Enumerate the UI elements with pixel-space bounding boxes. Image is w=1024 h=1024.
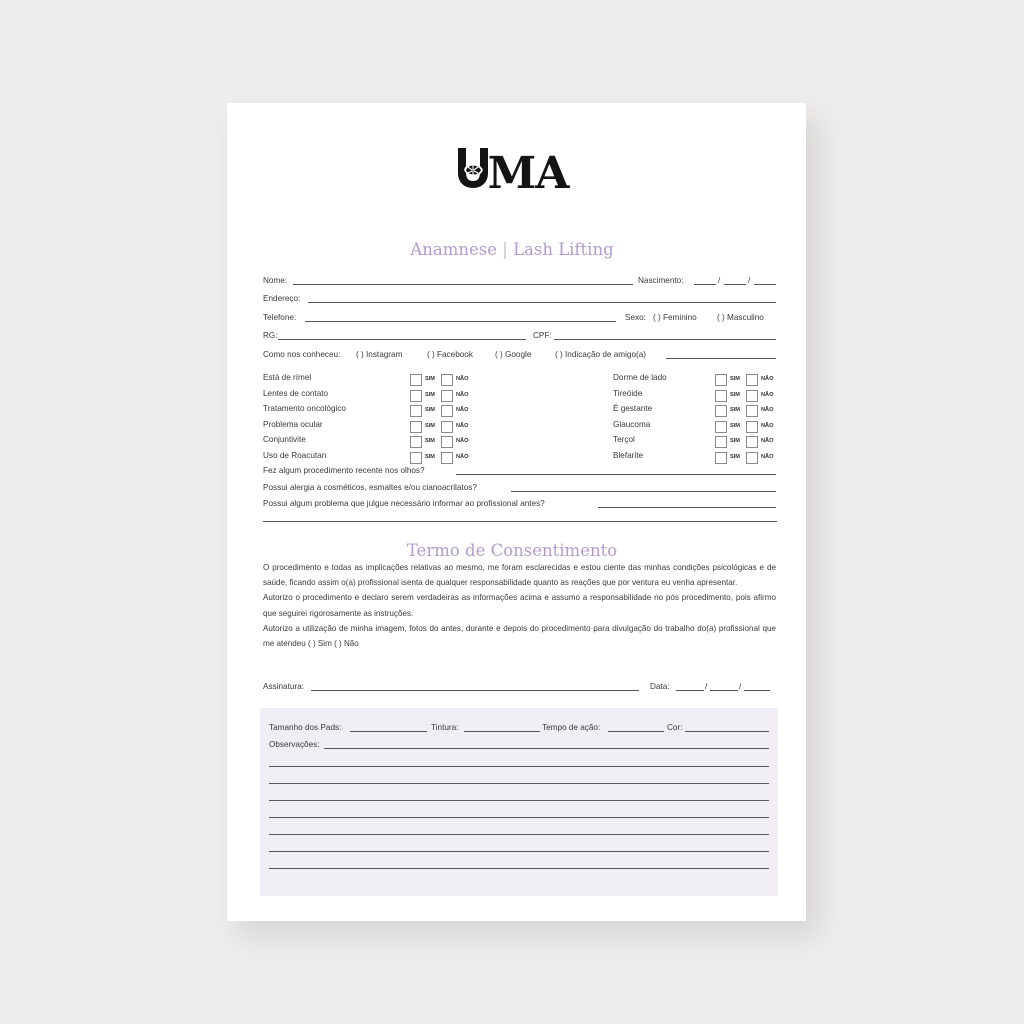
checkbox-nao[interactable]	[441, 436, 453, 448]
input-cor[interactable]	[685, 731, 769, 732]
input-tempo[interactable]	[608, 731, 664, 732]
date-sep: /	[748, 276, 751, 285]
label-data: Data:	[650, 682, 670, 691]
option-google[interactable]: ( ) Google	[495, 350, 532, 359]
checklist-label: Uso de Roacutan	[263, 451, 327, 460]
input-rg[interactable]	[278, 339, 526, 340]
option-feminino[interactable]: ( ) Feminino	[653, 313, 697, 322]
input-date-month[interactable]	[710, 690, 738, 691]
input-birth-year[interactable]	[754, 284, 776, 285]
date-sep: /	[739, 682, 742, 691]
input-nome[interactable]	[293, 284, 633, 285]
label-cpf: CPF:	[533, 331, 552, 340]
title-separator: |	[502, 240, 508, 259]
checklist-label: Está de rímel	[263, 373, 312, 382]
checkbox-sim-label: SIM	[425, 392, 435, 398]
input-tintura[interactable]	[464, 731, 540, 732]
observation-line[interactable]	[269, 834, 769, 835]
checkbox-sim[interactable]	[715, 452, 727, 464]
question-label: Possui algum problema que julgue necessário informar ao profissional antes?	[263, 499, 545, 508]
input-telefone[interactable]	[305, 321, 616, 322]
checkbox-nao[interactable]	[441, 452, 453, 464]
input-date-year[interactable]	[744, 690, 770, 691]
checklist-label: Glaucoma	[613, 420, 651, 429]
consent-title: Termo de Consentimento	[406, 541, 618, 560]
checkbox-nao-label: NÃO	[456, 407, 469, 413]
checkbox-nao[interactable]	[746, 405, 758, 417]
checkbox-nao[interactable]	[746, 452, 758, 464]
checkbox-sim[interactable]	[410, 405, 422, 417]
checkbox-nao[interactable]	[746, 374, 758, 386]
checklist-label: Problema ocular	[263, 420, 323, 429]
checkbox-sim[interactable]	[715, 436, 727, 448]
checkbox-sim[interactable]	[410, 452, 422, 464]
observation-line[interactable]	[269, 817, 769, 818]
monstera-leaf-icon	[456, 148, 490, 188]
option-masculino[interactable]: ( ) Masculino	[717, 313, 764, 322]
label-sexo: Sexo:	[625, 313, 646, 322]
checklist-label: Lentes de contato	[263, 389, 329, 398]
input-birth-day[interactable]	[694, 284, 716, 285]
checkbox-sim-label: SIM	[730, 454, 740, 460]
checklist-label: Conjuntivite	[263, 435, 306, 444]
input-birth-month[interactable]	[724, 284, 746, 285]
checkbox-nao-label: NÃO	[761, 438, 774, 444]
observation-line[interactable]	[269, 783, 769, 784]
label-rg: RG:	[263, 331, 278, 340]
consent-paragraph: Autorizo o procedimento e declaro serem verdadeiras as informações acima e assumo a responsabilidade no pós procedimento, pois afirmo que seguirei rigorosamente as instruções.	[263, 593, 776, 618]
checkbox-sim[interactable]	[715, 390, 727, 402]
option-indicacao[interactable]: ( ) Indicação de amigo(a)	[555, 350, 647, 359]
checkbox-sim[interactable]	[410, 374, 422, 386]
question-label: Possui alergia a cosméticos, esmaltes e/ou cianoacrilatos?	[263, 483, 477, 492]
checkbox-sim[interactable]	[410, 421, 422, 433]
observation-line[interactable]	[269, 766, 769, 767]
title-prefix: Anamnese	[410, 240, 497, 259]
brand-logo	[0, 148, 1024, 199]
checkbox-sim-label: SIM	[425, 438, 435, 444]
checkbox-nao-label: NÃO	[456, 454, 469, 460]
observation-line[interactable]	[269, 851, 769, 852]
observation-line[interactable]	[269, 800, 769, 801]
checkbox-sim-label: SIM	[425, 423, 435, 429]
checkbox-sim[interactable]	[410, 390, 422, 402]
label-endereco: Endereço:	[263, 294, 301, 303]
checkbox-sim[interactable]	[715, 421, 727, 433]
question-label: Fez algum procedimento recente nos olhos?	[263, 466, 425, 475]
checklist-label: Tratamento oncológico	[263, 404, 346, 413]
checkbox-sim-label: SIM	[730, 392, 740, 398]
label-observacoes: Observações:	[269, 740, 320, 749]
checkbox-nao-label: NÃO	[761, 392, 774, 398]
checkbox-nao[interactable]	[746, 390, 758, 402]
checkbox-sim-label: SIM	[730, 438, 740, 444]
consent-text	[263, 560, 776, 651]
observation-line[interactable]	[269, 868, 769, 869]
checklist-label: Dorme de lado	[613, 373, 667, 382]
option-facebook[interactable]: ( ) Facebook	[427, 350, 473, 359]
label-nascimento: Nascimento:	[638, 276, 684, 285]
input-observacoes[interactable]	[324, 748, 769, 749]
title-suffix: Lash Lifting	[513, 240, 614, 259]
option-instagram[interactable]: ( ) Instagram	[356, 350, 403, 359]
checklist-label: Tireóide	[613, 389, 643, 398]
label-pads: Tamanho dos Pads:	[269, 723, 342, 732]
checkbox-sim-label: SIM	[425, 407, 435, 413]
input-date-day[interactable]	[676, 690, 704, 691]
checkbox-nao-label: NÃO	[456, 376, 469, 382]
input-indicacao[interactable]	[666, 358, 776, 359]
answer-line[interactable]	[263, 521, 777, 522]
checkbox-nao[interactable]	[441, 390, 453, 402]
checkbox-nao-label: NÃO	[761, 423, 774, 429]
label-nome: Nome:	[263, 276, 288, 285]
checkbox-nao-label: NÃO	[761, 454, 774, 460]
checkbox-nao[interactable]	[441, 405, 453, 417]
checkbox-sim-label: SIM	[730, 423, 740, 429]
checkbox-nao[interactable]	[746, 436, 758, 448]
checkbox-nao-label: NÃO	[456, 392, 469, 398]
checkbox-sim-label: SIM	[425, 376, 435, 382]
checkbox-sim-label: SIM	[730, 376, 740, 382]
checkbox-sim-label: SIM	[730, 407, 740, 413]
answer-line[interactable]	[598, 507, 776, 508]
checkbox-sim[interactable]	[410, 436, 422, 448]
consent-paragraph: O procedimento e todas as implicações relativas ao mesmo, me foram esclarecidas e estou ciente das minhas condições psicológicas e de saúde, ficando assim o(a) profissional isenta de qualquer responsabilidade quanto as reações que por ventura eu venha apresentar.	[263, 563, 776, 588]
date-sep: /	[718, 276, 721, 285]
checklist-label: Terçol	[613, 435, 635, 444]
input-pads[interactable]	[350, 731, 427, 732]
label-como-conheceu: Como nos conheceu:	[263, 350, 341, 359]
checkbox-sim-label: SIM	[425, 454, 435, 460]
checkbox-sim[interactable]	[715, 405, 727, 417]
consent-paragraph: Autorizo a utilização de minha imagem, fotos do antes, durante e depois do procedimento para divulgação do trabalho do(a) profissional que me atendeu ( ) Sim ( ) Não	[263, 623, 776, 649]
label-telefone: Telefone:	[263, 313, 297, 322]
checkbox-sim[interactable]	[715, 374, 727, 386]
input-assinatura[interactable]	[311, 690, 639, 691]
date-sep: /	[705, 682, 708, 691]
checkbox-nao-label: NÃO	[456, 423, 469, 429]
checkbox-nao-label: NÃO	[761, 407, 774, 413]
checklist-label: É gestante	[613, 404, 653, 413]
checkbox-nao[interactable]	[441, 421, 453, 433]
answer-line[interactable]	[456, 474, 776, 475]
label-tempo: Tempo de ação:	[542, 723, 601, 732]
label-tintura: Tintura:	[431, 723, 459, 732]
checkbox-nao-label: NÃO	[761, 376, 774, 382]
checkbox-nao[interactable]	[746, 421, 758, 433]
answer-line[interactable]	[511, 491, 776, 492]
input-endereco[interactable]	[308, 302, 776, 303]
label-cor: Cor:	[667, 723, 683, 732]
input-cpf[interactable]	[554, 339, 776, 340]
checklist-label: Blefarite	[613, 451, 644, 460]
checkbox-nao[interactable]	[441, 374, 453, 386]
label-assinatura: Assinatura:	[263, 682, 304, 691]
form-title	[0, 240, 1024, 259]
logo-text: MA	[487, 148, 569, 199]
checkbox-nao-label: NÃO	[456, 438, 469, 444]
